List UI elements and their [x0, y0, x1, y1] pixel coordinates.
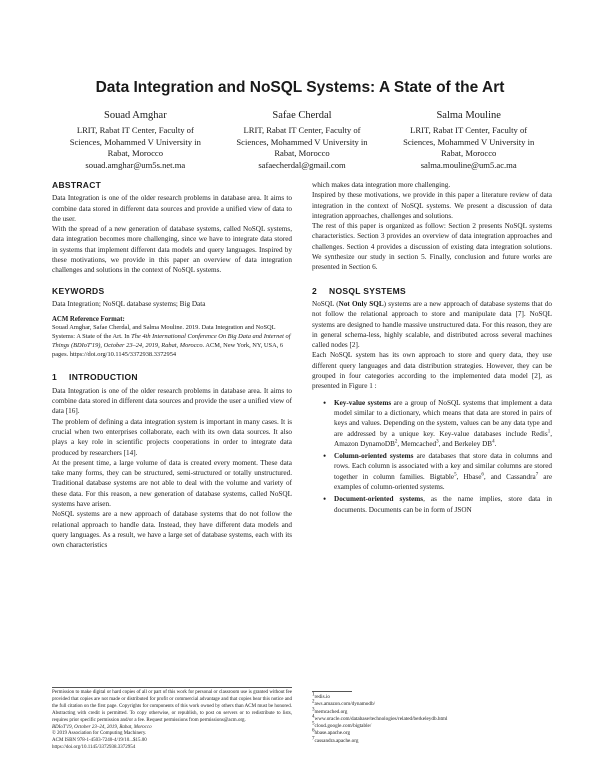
footnote-link[interactable]: cassandra.apache.org [314, 737, 359, 744]
category-list [323, 398, 552, 515]
footnote-link[interactable]: hbase.apache.org [314, 730, 351, 737]
nosql-heading [312, 286, 552, 296]
section-title: INTRODUCTION [69, 372, 138, 383]
author-name: Safae Cherdal [272, 110, 332, 121]
footnote-ref: 4 [492, 439, 495, 445]
intro-paragraph: NoSQL systems are a new approach of database systems that do not follow the relational approach to handle data. Instead, they have different data models and query languages. As a result, we have a large set of database systems, each with its own characteristics [52, 510, 292, 550]
author-affiliation-line: Rabat, Morocco [107, 148, 164, 159]
footnote-link[interactable]: aws.amazon.com/dynamodb/ [314, 701, 376, 708]
intro-paragraph: The rest of this paper is organized as follow: Section 2 presents NoSQL systems characteristics. Section 3 provides an overview of data integration approaches and challenges. Section 4 provides a discussion of existing data integration solutions. We synthesize our study in section 5. Finally, conclusion and future works are presented in Section 6. [312, 222, 552, 272]
footnote: $^2$aws.amazon.com/dynamodb/ [312, 699, 376, 708]
bullet-text: , as the name implies, store data in documents. Documents can be in form of JSON [334, 495, 553, 514]
keywords-text: Data Integration; NoSQL database systems; Big Data [52, 299, 206, 308]
bullet-icon: • [323, 397, 327, 408]
abstract-heading: ABSTRACT [52, 180, 102, 190]
bullet-text: are databases that store data in columns and rows. Each column is associated with a key and similar columns are stored together in column families. Bigtable [334, 452, 553, 481]
nosql-paragraph: Each NoSQL system has its own approach to store and query data, they use different query languages and data distribution strategies. However, they can be grouped in four categories according to the implemented data model [2], as presented in Figure 1 : [312, 351, 552, 391]
bullet-text: are a group of NoSQL systems that implement a data model similar to a dictionary, which means that data are stored in pairs of keys and values. Depending on the system, values can be any data type and are addressed by a unique key. Key-value databases include Redis [334, 398, 552, 438]
nosql-text: NoSQL ( [312, 299, 339, 308]
bullet-text: are examples of column-oriented systems. [334, 472, 553, 492]
conference-venue: BDIoT'19, October 23–24, 2019, Rabat, Morocco [52, 724, 152, 730]
acm-reference-venue: The 4th International Conference On Big Data and Internet of Things (BDIoT'19), October 23–24, 2019, Rabat, Morocco. [52, 333, 291, 349]
bullet-text: . [494, 439, 497, 448]
bullet-term: Key-value systems [334, 398, 392, 407]
footnote: $^1$redis.io [312, 692, 330, 700]
author-name: Salma Mouline [436, 110, 501, 121]
footer-divider [52, 687, 292, 688]
bullet-text: , and Berkeley DB [438, 439, 493, 448]
footnote: $^3$memcached.org [312, 706, 348, 715]
bullet-text: , Memcached [397, 439, 437, 448]
nosql-paragraph [312, 299, 552, 350]
footnote: $^4$www.oracle.com/database/technologies/related/berkeleydb.html [312, 714, 448, 722]
footnote-ref: 1 [547, 429, 551, 435]
abstract-paragraph: Data Integration is one of the older research problems in database area. It aims to combine data stored in different data sources and provide a unified view of data to the user. [52, 194, 292, 223]
footnote-ref: 5 [454, 472, 457, 478]
author-block [52, 109, 552, 171]
footnote-link[interactable]: memcached.org [314, 708, 348, 715]
abstract-paragraph: With the spread of a new generation of database systems, called NoSQL systems, data integration becomes more challenging, since we have to integrate data stored in systems that implement different data models and query languages. Inspired by these motivations, we provide in this paper an overview of data integration challenges and solutions in the context of NoSQL systems. [52, 225, 292, 275]
bullet-text: , and Cassandra [483, 472, 536, 481]
list-item [323, 451, 552, 492]
footnote: $^6$hbase.apache.org [312, 728, 351, 737]
footnote-divider [312, 691, 352, 692]
intro-paragraph: At the present time, a large volume of data is created every moment. These data take many forms, they can be structured, semi-structured or totally unstructured. Traditional database systems are not able to deal with the volume and variety of these data. For this reason, a new generation of database systems, called NoSQL systems have arisen. [52, 458, 292, 509]
bullet-term: Column-oriented systems [334, 452, 414, 461]
nosql-bold-term: Not Only SQL [338, 299, 384, 308]
footnote: $^5$cloud.google.com/bigtable/ [312, 721, 372, 730]
acm-reference-doi: ACM, New York, NY, USA, 6 pages. https://doi.org/10.1145/3372938.3372954 [52, 341, 284, 358]
footnote-link[interactable]: www.oracle.com/database/technologies/related/berkeleydb.html [314, 715, 448, 722]
author-name: Souad Amghar [103, 110, 167, 121]
isbn-text: ACM ISBN 978-1-4503-7240-4/19/10...$15.00 [52, 738, 147, 744]
author-3 [385, 109, 552, 171]
list-item [323, 494, 552, 515]
keywords-heading: KEYWORDS [52, 285, 105, 296]
copyright-text: © 2019 Association for Computing Machinery. [52, 731, 147, 737]
right-column [312, 180, 552, 517]
nosql-text: ) systems are a new approach of database systems that do not follow the relational approach to store and manipulate data [7]. NoSQL systems are designed to handle massive unstructured data. For this reason, they are in general schema-less, highly scalable, and distributed across several machines called nodes [2]. [312, 299, 552, 350]
author-affiliation-line: LRIT, Rabat IT Center, Faculty of [410, 125, 528, 135]
author-affiliation-line: LRIT, Rabat IT Center, Faculty of [76, 125, 194, 135]
footnote-ref: 2 [394, 439, 398, 445]
list-item [323, 398, 552, 449]
paper-title: Data Integration and NoSQL Systems: A State of the Art [95, 79, 505, 96]
author-2 [219, 109, 386, 171]
footnote-ref: 7 [535, 472, 539, 478]
author-email: souad.amghar@um5s.net.ma [85, 159, 186, 170]
bullet-text: , Hbase [456, 472, 482, 481]
footnote-ref: 6 [481, 472, 484, 478]
acm-reference-text [52, 324, 292, 359]
author-affiliation-line: Sciences, Mohammed V University in [236, 136, 368, 147]
author-affiliation-line: Rabat, Morocco [440, 148, 497, 159]
author-affiliation-line: LRIT, Rabat IT Center, Faculty of [243, 125, 361, 135]
intro-paragraph: Data Integration is one of the older research problems in database area. It aims to combine data stored in different data sources and provide the user a unified view of data [16]. [52, 386, 292, 416]
author-affiliation-line: Sciences, Mohammed V University in [69, 136, 201, 147]
footnote: $^7$cassandra.apache.org [312, 736, 359, 744]
left-column [52, 180, 292, 551]
acm-reference-authors: Souad Amghar, Safae Cherdal, and Salma Mouline. 2019. Data Integration and NoSQL Systems: A State of the Art. In [52, 324, 276, 341]
intro-paragraph: Inspired by these motivations, we provide in this paper a literature review of data integration in the context of NoSQL systems. We present a discussion of data integration approaches, challenges and solutions. [312, 191, 552, 220]
introduction-heading [52, 372, 292, 382]
author-1 [52, 109, 219, 171]
section-number: 2 [312, 285, 318, 296]
footnote-link[interactable]: cloud.google.com/bigtable/ [314, 723, 372, 730]
permission-block [52, 690, 292, 752]
author-affiliation-line: Sciences, Mohammed V University in [403, 136, 535, 147]
intro-paragraph: which makes data integration more challenging. [312, 181, 451, 189]
footnote-link[interactable]: redis.io [314, 694, 330, 700]
bullet-icon: • [323, 494, 327, 505]
section-number: 1 [52, 372, 58, 383]
doi-link[interactable]: https://doi.org/10.1145/3372938.3372954 [52, 745, 136, 751]
author-email: safaecherdal@gmail.com [258, 159, 346, 170]
bullet-icon: • [323, 451, 327, 462]
bullet-text: , Amazon DynamoDB [334, 429, 552, 448]
author-email: salma.mouline@um5.ac.ma [420, 159, 517, 170]
intro-paragraph: The problem of defining a data integration system is important in many cases. It is crucial when two enterprises collaborate, each with its own data sources. It also plays a key role in scientific projects cooperations in order to integrate data produced by researchers [14]. [52, 417, 292, 457]
section-title: NOSQL SYSTEMS [329, 285, 406, 296]
footnotes [312, 694, 552, 745]
acm-reference-heading: ACM Reference Format: [52, 316, 125, 324]
footnote-ref: 3 [436, 439, 439, 445]
author-affiliation-line: Rabat, Morocco [274, 148, 330, 159]
permission-text: Permission to make digital or hard copies of all or part of this work for personal or classroom use is granted without fee provided that copies are not made or distributed for profit or commercial advantage and that copies bear this notice and the full citation on the first page. Copyrights for components of this work owned by others than ACM must be honored. Abstracting with credit is permitted. To copy otherwise, or republish, to post on servers or to redistribute to lists, requires prior specific permission and/or a fee. Request permissions from permissions@acm.org. [52, 690, 292, 723]
bullet-term: Document-oriented systems [334, 495, 424, 504]
